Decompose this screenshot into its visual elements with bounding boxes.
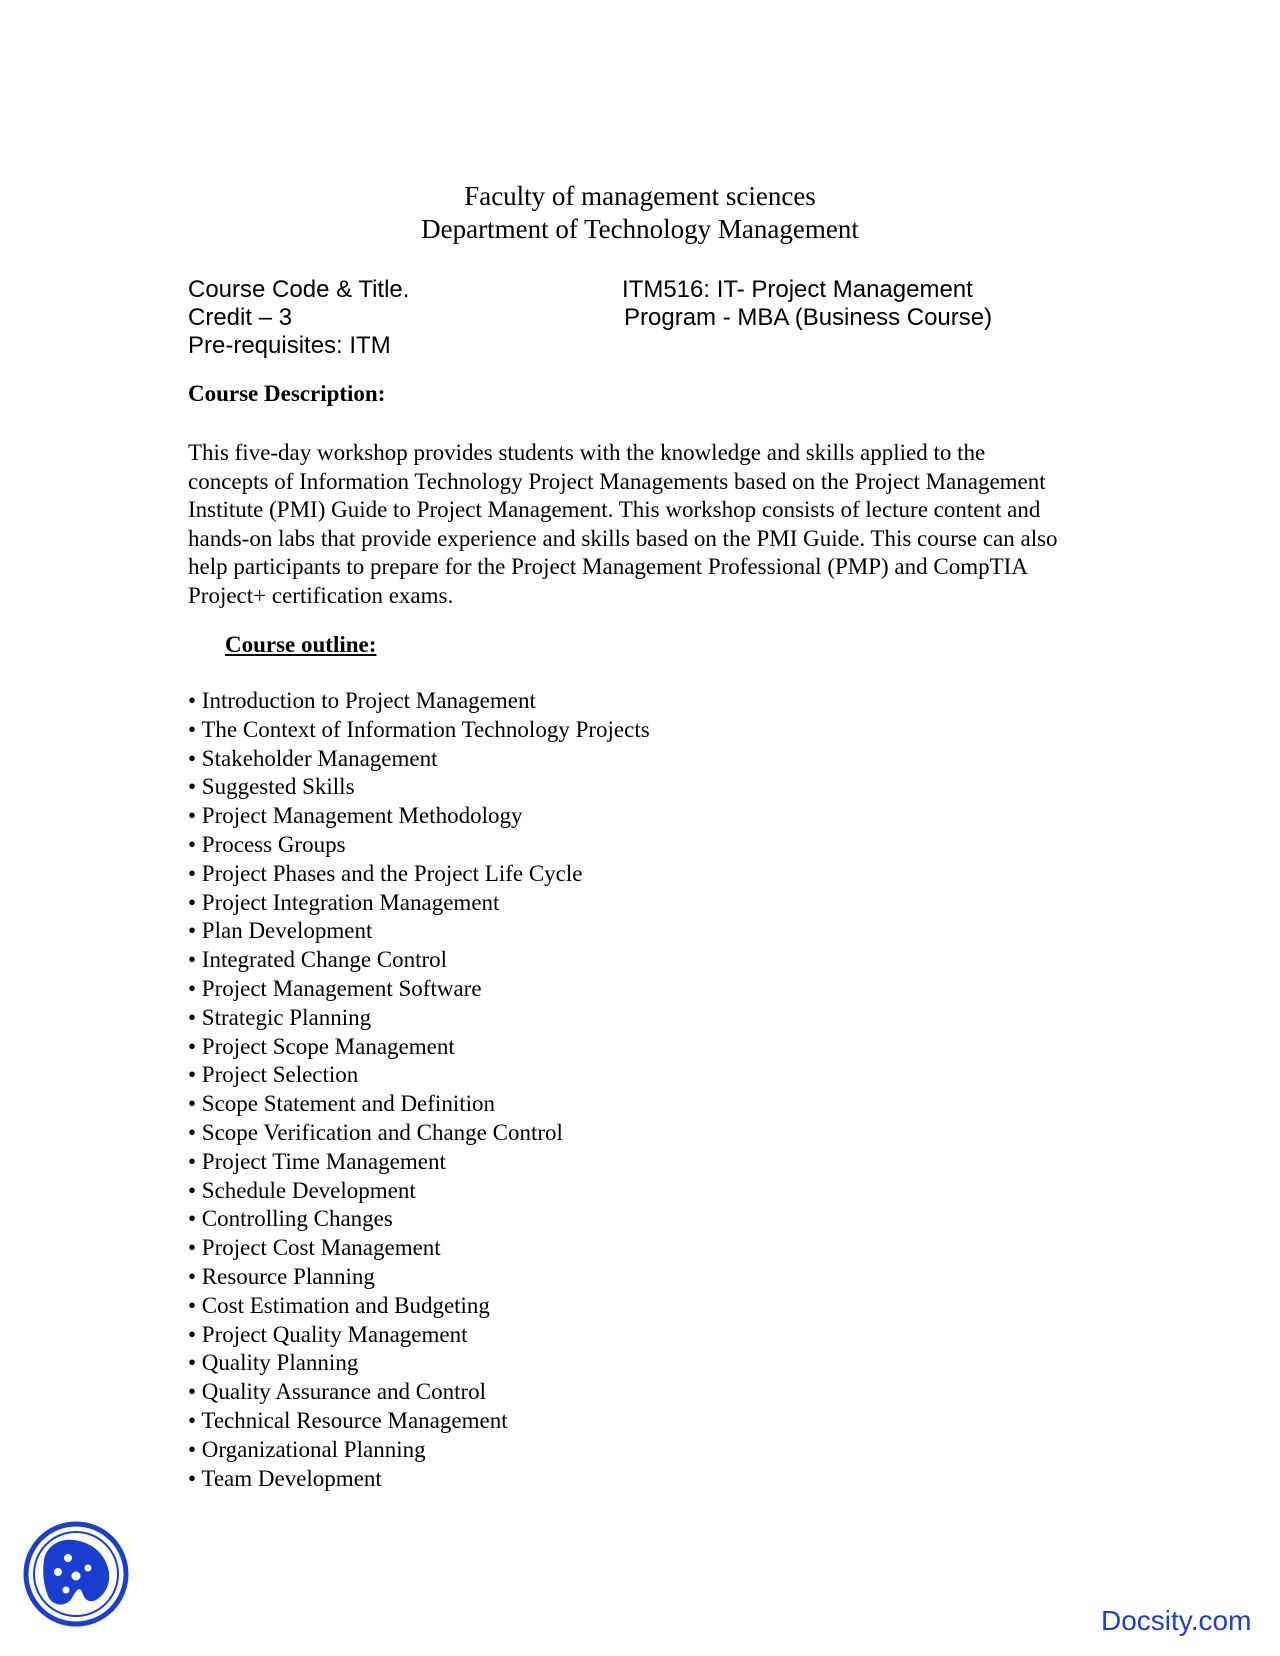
list-item: • Project Selection — [188, 1062, 359, 1088]
list-item: • Team Development — [188, 1465, 382, 1491]
list-item: • Stakeholder Management — [188, 745, 438, 771]
course-prerequisites: Pre-requisites: ITM — [188, 332, 391, 359]
list-item: • Project Quality Management — [188, 1321, 468, 1347]
list-item: • Project Management Methodology — [188, 803, 523, 829]
list-item: • Organizational Planning — [188, 1436, 426, 1462]
course-code-value: ITM516: IT- Project Management — [622, 276, 973, 303]
list-item: • Integrated Change Control — [188, 947, 448, 973]
list-item: • Technical Resource Management — [188, 1407, 508, 1433]
list-item: • Quality Planning — [188, 1350, 359, 1376]
list-item: • Project Scope Management — [188, 1033, 455, 1059]
list-item: • Controlling Changes — [188, 1206, 393, 1232]
list-item: • Project Integration Management — [188, 889, 500, 915]
list-item: • Suggested Skills — [188, 774, 355, 800]
outline-list — [188, 687, 650, 1493]
faculty-title: Faculty of management sciences — [464, 181, 816, 211]
list-item: • Project Management Software — [188, 975, 482, 1001]
list-item: • Scope Verification and Change Control — [188, 1119, 563, 1145]
list-item: • Project Phases and the Project Life Cycle — [188, 860, 583, 886]
list-item: • Plan Development — [188, 918, 373, 944]
description-body: This five-day workshop provides students with the knowledge and skills applied to the concepts of Information Technology Project Managements based on the Project Management Institute (PMI) Guide to Project Management. This workshop consists of lecture content and hands-on labs that provide experience and skills based on the PMI Guide. This course can also help participants to prepare for the Project Management Professional (PMP) and CompTIA Project+ certification exams. — [188, 440, 1058, 608]
list-item: • Quality Assurance and Control — [188, 1379, 487, 1405]
department-title: Department of Technology Management — [421, 214, 859, 244]
list-item: • The Context of Information Technology Projects — [188, 716, 650, 742]
docsity-brand-link[interactable]: Docsity.com — [1101, 1605, 1252, 1636]
docsity-logo-icon — [22, 1520, 130, 1628]
list-item: • Project Cost Management — [188, 1235, 441, 1261]
list-item: • Introduction to Project Management — [188, 688, 536, 713]
list-item: • Scope Statement and Definition — [188, 1091, 495, 1117]
list-item: • Process Groups — [188, 831, 346, 857]
outline-heading: Course outline: — [225, 632, 377, 657]
course-program: Program - MBA (Business Course) — [624, 304, 993, 331]
list-item: • Cost Estimation and Budgeting — [188, 1292, 490, 1318]
list-item: • Schedule Development — [188, 1177, 416, 1203]
list-item: • Strategic Planning — [188, 1004, 372, 1030]
course-credit: Credit – 3 — [188, 304, 293, 331]
course-code-label: Course Code & Title. — [188, 276, 410, 303]
list-item: • Resource Planning — [188, 1263, 375, 1289]
description-heading: Course Description: — [188, 381, 386, 406]
list-item: • Project Time Management — [188, 1148, 446, 1174]
